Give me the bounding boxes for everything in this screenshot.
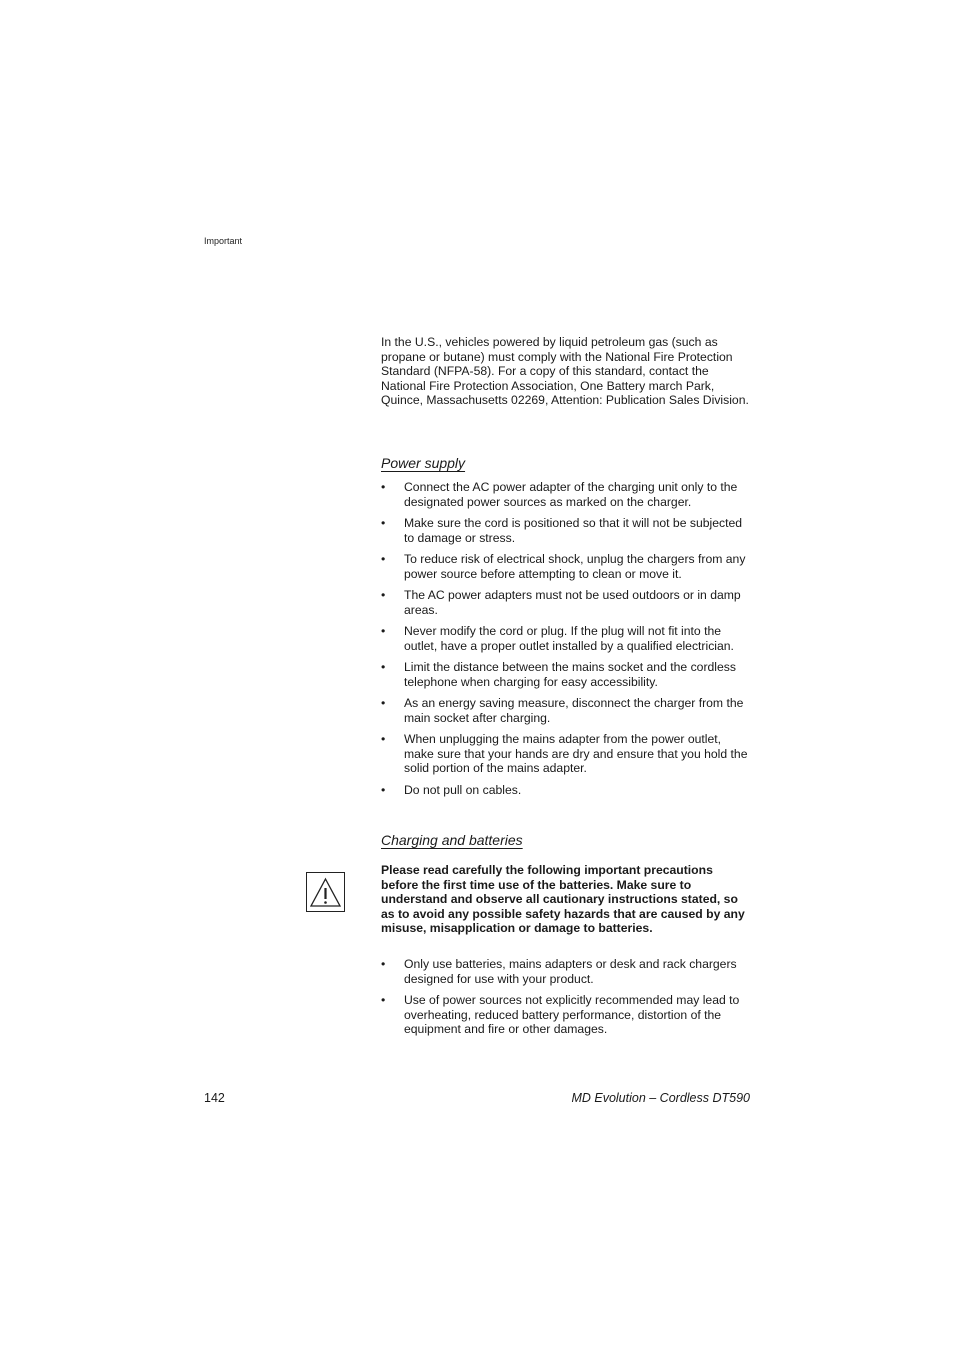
bullet: • [381, 552, 386, 566]
section-heading-power-supply: Power supply [381, 455, 466, 471]
bullet: • [381, 782, 386, 797]
list-item: • To reduce risk of electrical shock, unplug the chargers from any power source before attempting to clean or move it. [381, 552, 746, 581]
list-item: • Never modify the cord or plug. If the plug will not fit into the outlet, have a proper outlet installed by a qualified electrician. [381, 624, 734, 653]
intro-paragraph: In the U.S., vehicles powered by liquid petroleum gas (such as propane or butane) must comply with the National Fire Protection Standard (NFPA-58). For a copy of this standard, contact the National Fire Protection Association, One Battery march Park, Quince, Massachusetts 02269, Attention: Publication Sales Division. [381, 335, 749, 407]
charging-list [381, 957, 753, 1044]
power-supply-list [381, 480, 753, 804]
bullet: • [381, 588, 386, 602]
list-item: • When unplugging the mains adapter from the power outlet, make sure that your hands are dry and ensure that you hold the solid portion of the mains adapter. [381, 732, 748, 775]
bullet: • [381, 993, 386, 1007]
running-header: Important [204, 236, 243, 246]
list-item: • Only use batteries, mains adapters or desk and rack chargers designed for use with your product. [381, 957, 737, 986]
bullet: • [381, 696, 386, 710]
list-item: • The AC power adapters must not be used outdoors or in damp areas. [381, 588, 741, 617]
section-heading-charging: Charging and batteries [381, 832, 523, 848]
bullet: • [381, 480, 386, 494]
bullet: • [381, 624, 386, 638]
warning-triangle-icon [306, 872, 345, 912]
list-item: • Limit the distance between the mains socket and the cordless telephone when charging for easy accessibility. [381, 660, 736, 689]
bullet: • [381, 732, 386, 746]
list-item: • Connect the AC power adapter of the charging unit only to the designated power sources as marked on the charger. [381, 480, 738, 509]
list-item: • Use of power sources not explicitly recommended may lead to overheating, reduced battery performance, distortion of the equipment and fire or other damages. [381, 993, 740, 1036]
bullet: • [381, 660, 386, 674]
list-item: • As an energy saving measure, disconnect the charger from the main socket after charging. [381, 696, 744, 725]
battery-warning: Please read carefully the following important precautions before the first time use of the batteries. Make sure to understand and observe all cautionary instructions stated, so as to avoid any possible safety hazards that are caused by any misuse, misapplication or damage to batteries. [381, 863, 745, 935]
list-item: • Make sure the cord is positioned so that it will not be subjected to damage or stress. [381, 516, 743, 545]
document-title: MD Evolution – Cordless DT590 [571, 1091, 750, 1105]
bullet: • [381, 516, 386, 530]
page-number: 142 [204, 1091, 225, 1105]
bullet: • [381, 957, 386, 971]
list-item: • Do not pull on cables. [381, 782, 522, 797]
